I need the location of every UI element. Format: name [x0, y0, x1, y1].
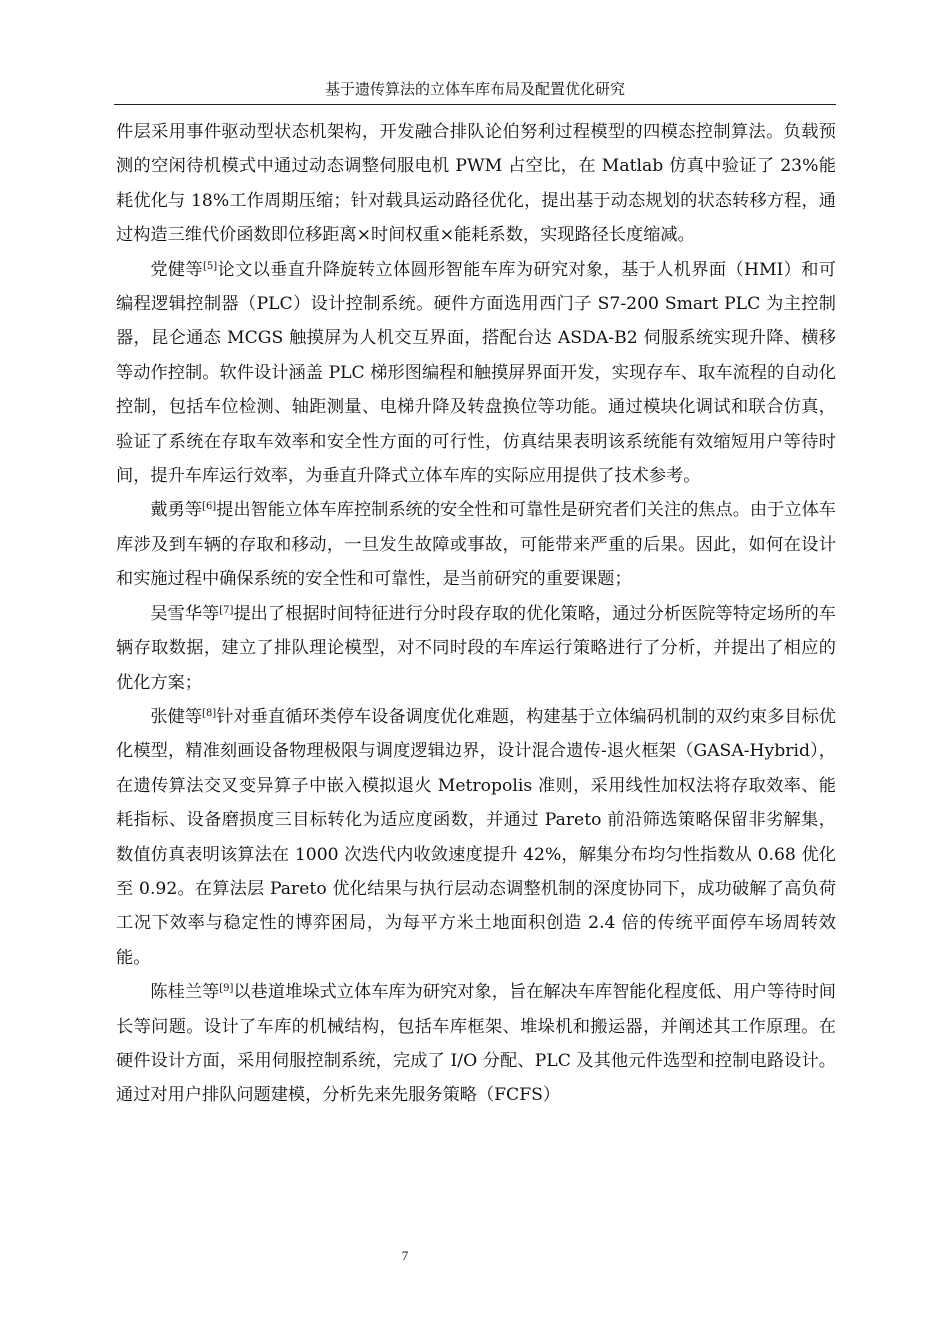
paragraph-text: 提出智能立体车库控制系统的安全性和可靠性是研究者们关注的焦点。由于立体车库涉及到车辆的存取和移动，一旦发生故障或事故，可能带来严重的后果。因此，如何在设计和实施过程中确保系统的安全性和可靠性，是当前研究的重要课题；	[116, 500, 836, 590]
citation-ref[interactable]: [9]	[219, 983, 234, 995]
citation-ref[interactable]: [8]	[202, 707, 217, 719]
paragraph-author: 张健等	[150, 706, 203, 727]
running-header: 基于遗传算法的立体车库布局及配置优化研究	[324, 80, 625, 98]
paragraph-text: 针对垂直循环类停车设备调度优化难题，构建基于立体编码机制的双约束多目标优化模型，精准刻画设备物理极限与调度逻辑边界，设计混合遗传-退火框架（GASA-Hybrid），在遗传算法交叉变异算子中嵌入模拟退火 Metropolis 准则，采用线性加权法将存取效率、能耗指标、设备磨损度三目标转化为适应度函数，并通过 Pareto 前沿筛选策略保留非劣解集，数值仿真表明该算法在 1000 次迭代内收敛速度提升 42%，解集分布均匀性指数从 0.68 优化至 0.92。在算法层 Pareto 优化结果与执行层动态调整机制的深度协同下，成功破解了高负荷工况下效率与稳定性的博弈困局，为每平方米土地面积创造 2.4 倍的传统平面停车场周转效能。	[116, 706, 836, 968]
body-text	[116, 115, 836, 1113]
paragraph-continued	[116, 115, 836, 253]
citation-ref[interactable]: [6]	[202, 501, 217, 513]
paragraph-dai-yong	[116, 493, 836, 596]
paragraph-chen-guilan	[116, 975, 836, 1113]
paragraph-text: 提出了根据时间特征进行分时段存取的优化策略，通过分析医院等特定场所的车辆存取数据，建立了排队理论模型，对不同时段的车库运行策略进行了分析，并提出了相应的优化方案；	[116, 603, 836, 693]
paragraph-author: 吴雪华等	[150, 603, 220, 624]
paragraph-zhang-jian	[116, 700, 836, 975]
paragraph-dang-jian	[116, 253, 836, 494]
header-rule	[114, 104, 836, 105]
paragraph-text: 论文以垂直升降旋转立体圆形智能车库为研究对象，基于人机界面（HMI）和可编程逻辑控制器（PLC）设计控制系统。硬件方面选用西门子 S7-200 Smart PLC 为主控制器，昆仑通态 MCGS 触摸屏为人机交互界面，搭配台达 ASDA-B2 伺服系统实现升降、横移等动作控制。软件设计涵盖 PLC 梯形图编程和触摸屏界面开发，实现存车、取车流程的自动化控制，包括车位检测、轴距测量、电梯升降及转盘换位等功能。通过模块化调试和联合仿真，验证了系统在存取车效率和安全性方面的可行性，仿真结果表明该系统能有效缩短用户等待时间，提升车库运行效率，为垂直升降式立体车库的实际应用提供了技术参考。	[116, 259, 836, 487]
paragraph-text: 件层采用事件驱动型状态机架构，开发融合排队论伯努利过程模型的四模态控制算法。负载预测的空闲待机模式中通过动态调整伺服电机 PWM 占空比，在 Matlab 仿真中验证了 23%能耗优化与 18%工作周期压缩；针对载具运动路径优化，提出基于动态规划的状态转移方程，通过构造三维代价函数即位移距离×时间权重×能耗系数，实现路径长度缩减。	[116, 122, 836, 246]
paragraph-author: 党健等	[150, 259, 204, 280]
paragraph-author: 陈桂兰等	[150, 982, 220, 1003]
page-number: 7	[401, 1248, 409, 1263]
paragraph-wu-xuehua	[116, 597, 836, 700]
citation-ref[interactable]: [7]	[219, 604, 234, 616]
paragraph-author: 戴勇等	[150, 500, 203, 521]
citation-ref[interactable]: [5]	[203, 260, 218, 272]
paragraph-text: 以巷道堆垛式立体车库为研究对象，旨在解决车库智能化程度低、用户等待时间长等问题。设计了车库的机械结构，包括车库框架、堆垛机和搬运器，并阐述其工作原理。在硬件设计方面，采用伺服控制系统，完成了 I/O 分配、PLC 及其他元件选型和控制电路设计。通过对用户排队问题建模，分析先来先服务策略（FCFS）	[116, 982, 836, 1106]
